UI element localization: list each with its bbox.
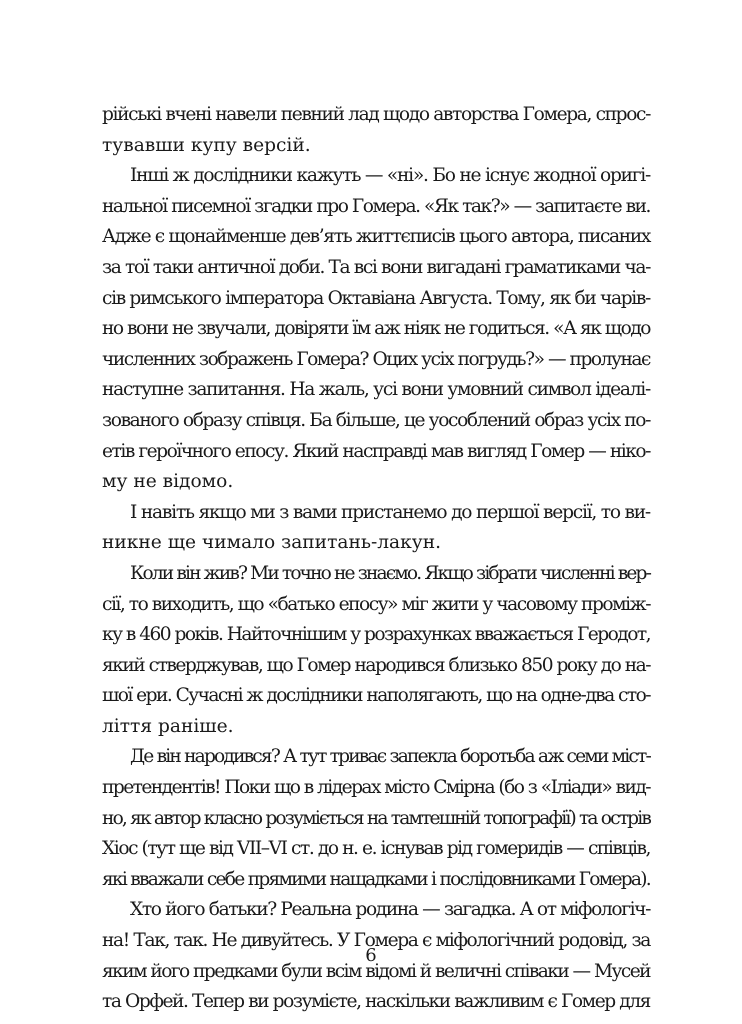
text-line: які вважали себе прямими нащадками і послідовниками Гомера). [102, 868, 650, 890]
text-line: за тої таки античної доби. Та всі вони вигадані граматиками ча- [102, 256, 650, 278]
text-line: наступне запитання. На жаль, усі вони умовний символ ідеалі- [102, 379, 650, 401]
text-line: претендентів! Поки що в лідерах місто Смірна (бо з «Іліади» вид- [102, 777, 650, 799]
text-line: Інші ж дослідники кажуть — «ні». Бо не існує жодної оригі- [130, 165, 650, 187]
text-line: яким його предками були всім відомі й величні співаки — Мусей [102, 960, 650, 982]
text-line: Хто його батьки? Реальна родина — загадка. А от міфологіч- [130, 899, 650, 921]
text-line: І навіть якщо ми з вами пристанемо до першої версії, то ви- [130, 501, 650, 523]
text-line: шої ери. Сучасні ж дослідники наполягають, що на одне-два сто- [102, 685, 650, 707]
text-line: сів римського імператора Октавіана Августа. Тому, як би чарів- [102, 287, 650, 309]
text-line: но, як автор класно розуміється на тамтешній топографії) та острів [102, 807, 650, 829]
text-line: сії, то виходить, що «батько епосу» міг жити у часовому промiж- [102, 593, 650, 615]
text-line: зованого образу співця. Ба більше, це уособлений образ усіх по- [102, 409, 650, 431]
text-line: ліття раніше. [102, 715, 234, 737]
page-number: 6 [365, 945, 377, 966]
text-line: нальної писемної згадки про Гомера. «Як так?» — запитаєте ви. [102, 195, 650, 217]
text-line: рійські вчені навели певний лад щодо авторства Гомера, спрос- [102, 104, 650, 125]
body-text [102, 100, 650, 1018]
text-line: ку в 460 років. Найточнішим у розрахунках вважається Геродот, [102, 624, 650, 646]
text-line: Хіос (тут ще від VII–VI ст. до н. е. існував рід гомеридів — співців, [102, 838, 650, 860]
text-line: Адже є щонайменше дев’ять життєписів цього автора, писаних [102, 226, 650, 248]
text-line: етів героїчного епосу. Який насправді мав вигляд Гомер — ніко- [102, 440, 650, 462]
text-line: тувавши купу версій. [102, 134, 311, 156]
text-line: численних зображень Гомера? Оцих усіх погрудь?» — пролунає [102, 348, 650, 370]
text-line: му не відомо. [102, 471, 234, 493]
text-line: та Орфей. Тепер ви розумієте, наскільки важливим є Гомер для [102, 991, 650, 1013]
text-line: Коли він жив? Ми точно не знаємо. Якщо зібрати численні вер- [130, 562, 650, 584]
text-line: никне ще чимало запитань-лакун. [102, 532, 442, 554]
text-line: на! Так, так. Не дивуйтесь. У Гомера є міфологічний родовід, за [102, 930, 650, 952]
text-line: но вони не звучали, довіряти їм аж ніяк не годиться. «А як щодо [102, 318, 650, 340]
text-line: який стверджував, що Гомер народився близько 850 року до на- [102, 654, 650, 676]
text-line: Де він народився? А тут триває запекла боротьба аж семи міст- [130, 746, 650, 768]
